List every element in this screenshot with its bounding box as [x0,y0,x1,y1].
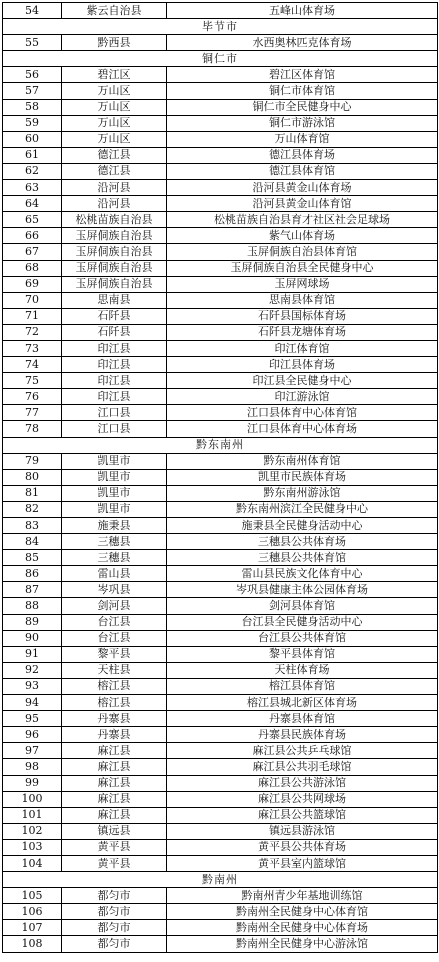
table-row [3,212,438,228]
table-row [3,727,438,743]
county-cell: 雷山县 [62,566,167,582]
row-number: 68 [3,260,62,276]
row-number: 58 [3,99,62,115]
venue-name-cell: 沿河县黄金山体育馆 [167,196,438,212]
row-number: 79 [3,453,62,469]
row-number: 69 [3,276,62,292]
row-number: 92 [3,662,62,678]
venue-name-cell: 麻江县公共游泳馆 [167,775,438,791]
venue-name-cell: 凯里市民族体育场 [167,469,438,485]
venue-name-cell: 石阡县国标体育场 [167,308,438,324]
county-cell: 玉屏侗族自治县 [62,228,167,244]
table-row [3,373,438,389]
table-row [3,244,438,260]
row-number: 108 [3,936,62,952]
row-number: 55 [3,35,62,51]
venue-name-cell: 榕江县城北新区体育场 [167,695,438,711]
row-number: 80 [3,469,62,485]
table-row [3,3,438,19]
table-row [3,228,438,244]
venue-name-cell: 思南县体育馆 [167,292,438,308]
table-row [3,614,438,630]
row-number: 81 [3,485,62,501]
venue-name-cell: 黄平县公共体育场 [167,839,438,855]
row-number: 99 [3,775,62,791]
county-cell: 黄平县 [62,839,167,855]
county-cell: 麻江县 [62,743,167,759]
row-number: 56 [3,67,62,83]
venue-name-cell: 玉屏网球场 [167,276,438,292]
venue-name-cell: 黔南州全民健身中心游泳馆 [167,936,438,952]
venue-name-cell: 黔南州全民健身中心体育馆 [167,904,438,920]
table-row [3,904,438,920]
county-cell: 印江县 [62,373,167,389]
table-row [3,630,438,646]
county-cell: 黄平县 [62,855,167,871]
county-cell: 麻江县 [62,759,167,775]
row-number: 65 [3,212,62,228]
venue-name-cell: 台江县全民健身活动中心 [167,614,438,630]
county-cell: 碧江区 [62,67,167,83]
county-cell: 凯里市 [62,501,167,517]
county-cell: 万山区 [62,131,167,147]
table-row [3,180,438,196]
table-row [3,35,438,51]
county-cell: 台江县 [62,630,167,646]
county-cell: 松桃苗族自治县 [62,212,167,228]
table-row [3,582,438,598]
table-row [3,775,438,791]
county-cell: 江口县 [62,421,167,437]
county-cell: 紫云自治县 [62,3,167,19]
venue-name-cell: 石阡县龙塘体育场 [167,324,438,340]
row-number: 85 [3,550,62,566]
table-row [3,888,438,904]
county-cell: 麻江县 [62,775,167,791]
venue-name-cell: 铜仁市全民健身中心 [167,99,438,115]
county-cell: 都匀市 [62,920,167,936]
county-cell: 黎平县 [62,646,167,662]
row-number: 89 [3,614,62,630]
venue-name-cell: 黔东南州游泳馆 [167,485,438,501]
venue-name-cell: 碧江区体育馆 [167,67,438,83]
row-number: 102 [3,823,62,839]
venue-name-cell: 岑巩县健康主体公园体育场 [167,582,438,598]
row-number: 82 [3,501,62,517]
row-number: 87 [3,582,62,598]
venue-name-cell: 丹寨县体育馆 [167,711,438,727]
row-number: 98 [3,759,62,775]
table-row [3,936,438,952]
county-cell: 印江县 [62,340,167,356]
row-number: 64 [3,196,62,212]
row-number: 63 [3,180,62,196]
table-row [3,695,438,711]
row-number: 83 [3,518,62,534]
table-row [3,485,438,501]
county-cell: 沿河县 [62,180,167,196]
row-number: 103 [3,839,62,855]
county-cell: 印江县 [62,357,167,373]
region-name: 铜仁市 [3,51,438,67]
county-cell: 万山区 [62,99,167,115]
venue-name-cell: 台江县公共体育馆 [167,630,438,646]
row-number: 62 [3,163,62,179]
row-number: 72 [3,324,62,340]
table-row [3,469,438,485]
table-row [3,823,438,839]
table-row [3,131,438,147]
county-cell: 都匀市 [62,936,167,952]
table-row [3,276,438,292]
county-cell: 凯里市 [62,485,167,501]
venue-name-cell: 沿河县黄金山体育场 [167,180,438,196]
region-header-row [3,51,438,67]
table-row [3,163,438,179]
row-number: 60 [3,131,62,147]
row-number: 75 [3,373,62,389]
venue-name-cell: 江口县体育中心体育场 [167,421,438,437]
table-row [3,357,438,373]
table-row [3,308,438,324]
table-row [3,518,438,534]
table-row [3,791,438,807]
row-number: 73 [3,340,62,356]
venue-name-cell: 麻江县公共乒乓球馆 [167,743,438,759]
venue-name-cell: 丹寨县民族体育场 [167,727,438,743]
row-number: 90 [3,630,62,646]
row-number: 61 [3,147,62,163]
county-cell: 石阡县 [62,324,167,340]
table-row [3,920,438,936]
county-cell: 都匀市 [62,904,167,920]
table-row [3,292,438,308]
row-number: 104 [3,855,62,871]
county-cell: 麻江县 [62,807,167,823]
row-number: 74 [3,357,62,373]
table-row [3,196,438,212]
county-cell: 印江县 [62,389,167,405]
table-row [3,324,438,340]
table-row [3,501,438,517]
venue-name-cell: 德江县体育馆 [167,163,438,179]
row-number: 84 [3,534,62,550]
county-cell: 德江县 [62,147,167,163]
county-cell: 榕江县 [62,695,167,711]
venue-name-cell: 黔南州青少年基地训练馆 [167,888,438,904]
region-header-row [3,872,438,888]
venue-name-cell: 印江县体育场 [167,357,438,373]
table-row [3,67,438,83]
table-row [3,598,438,614]
table-row [3,646,438,662]
venue-name-cell: 五峰山体育场 [167,3,438,19]
venue-name-cell: 松桃苗族自治县育才社区社会足球场 [167,212,438,228]
table-row [3,678,438,694]
row-number: 71 [3,308,62,324]
table-row [3,99,438,115]
row-number: 101 [3,807,62,823]
venue-name-cell: 玉屏侗族自治县体育馆 [167,244,438,260]
table-row [3,550,438,566]
county-cell: 江口县 [62,405,167,421]
row-number: 66 [3,228,62,244]
venue-name-cell: 玉屏侗族自治县全民健身中心 [167,260,438,276]
county-cell: 丹寨县 [62,711,167,727]
row-number: 57 [3,83,62,99]
county-cell: 三穗县 [62,534,167,550]
venue-name-cell: 紫气山体育场 [167,228,438,244]
table-row [3,711,438,727]
table-row [3,743,438,759]
venue-name-cell: 铜仁市游泳馆 [167,115,438,131]
venue-name-cell: 麻江县公共篮球馆 [167,807,438,823]
venue-name-cell: 黔南州全民健身中心体育场 [167,920,438,936]
venue-name-cell: 天柱体育场 [167,662,438,678]
county-cell: 麻江县 [62,791,167,807]
venue-name-cell: 施秉县全民健身活动中心 [167,518,438,534]
row-number: 76 [3,389,62,405]
row-number: 100 [3,791,62,807]
county-cell: 台江县 [62,614,167,630]
venue-table-body [3,3,438,953]
venue-name-cell: 万山体育馆 [167,131,438,147]
table-row [3,566,438,582]
table-row [3,115,438,131]
venue-name-cell: 三穗县公共体育馆 [167,550,438,566]
county-cell: 榕江县 [62,678,167,694]
venue-name-cell: 剑河县体育馆 [167,598,438,614]
county-cell: 岑巩县 [62,582,167,598]
row-number: 105 [3,888,62,904]
table-row [3,839,438,855]
venue-name-cell: 雷山县民族文化体育中心 [167,566,438,582]
venue-name-cell: 印江游泳馆 [167,389,438,405]
table-row [3,421,438,437]
row-number: 93 [3,678,62,694]
county-cell: 凯里市 [62,453,167,469]
venue-name-cell: 印江体育馆 [167,340,438,356]
table-row [3,260,438,276]
table-row [3,405,438,421]
venue-name-cell: 铜仁市体育馆 [167,83,438,99]
row-number: 88 [3,598,62,614]
table-row [3,83,438,99]
venue-name-cell: 江口县体育中心体育馆 [167,405,438,421]
table-row [3,534,438,550]
table-row [3,453,438,469]
county-cell: 石阡县 [62,308,167,324]
county-cell: 丹寨县 [62,727,167,743]
table-row [3,340,438,356]
county-cell: 万山区 [62,115,167,131]
row-number: 78 [3,421,62,437]
venue-name-cell: 麻江县公共网球场 [167,791,438,807]
row-number: 54 [3,3,62,19]
venue-name-cell: 黄平县室内篮球馆 [167,855,438,871]
venue-name-cell: 三穗县公共体育场 [167,534,438,550]
table-row [3,759,438,775]
county-cell: 思南县 [62,292,167,308]
venue-name-cell: 水西奥林匹克体育场 [167,35,438,51]
county-cell: 沿河县 [62,196,167,212]
venue-name-cell: 麻江县公共羽毛球馆 [167,759,438,775]
venue-table [2,2,438,953]
county-cell: 都匀市 [62,888,167,904]
county-cell: 玉屏侗族自治县 [62,276,167,292]
region-name: 黔东南州 [3,437,438,453]
row-number: 70 [3,292,62,308]
row-number: 91 [3,646,62,662]
row-number: 59 [3,115,62,131]
venue-name-cell: 印江县全民健身中心 [167,373,438,389]
region-header-row [3,19,438,35]
row-number: 107 [3,920,62,936]
venue-name-cell: 黔东南州滨江全民健身中心 [167,501,438,517]
row-number: 94 [3,695,62,711]
county-cell: 天柱县 [62,662,167,678]
table-row [3,147,438,163]
county-cell: 三穗县 [62,550,167,566]
venue-name-cell: 镇远县游泳馆 [167,823,438,839]
row-number: 77 [3,405,62,421]
region-name: 毕节市 [3,19,438,35]
table-row [3,389,438,405]
venue-name-cell: 黎平县体育馆 [167,646,438,662]
county-cell: 凯里市 [62,469,167,485]
county-cell: 德江县 [62,163,167,179]
table-row [3,662,438,678]
county-cell: 镇远县 [62,823,167,839]
venue-name-cell: 德江县体育场 [167,147,438,163]
county-cell: 玉屏侗族自治县 [62,260,167,276]
county-cell: 施秉县 [62,518,167,534]
table-row [3,807,438,823]
row-number: 86 [3,566,62,582]
county-cell: 剑河县 [62,598,167,614]
region-name: 黔南州 [3,872,438,888]
row-number: 97 [3,743,62,759]
row-number: 95 [3,711,62,727]
row-number: 67 [3,244,62,260]
county-cell: 玉屏侗族自治县 [62,244,167,260]
venue-name-cell: 榕江县体育馆 [167,678,438,694]
row-number: 96 [3,727,62,743]
county-cell: 万山区 [62,83,167,99]
county-cell: 黔西县 [62,35,167,51]
venue-name-cell: 黔东南州体育馆 [167,453,438,469]
row-number: 106 [3,904,62,920]
table-row [3,855,438,871]
region-header-row [3,437,438,453]
